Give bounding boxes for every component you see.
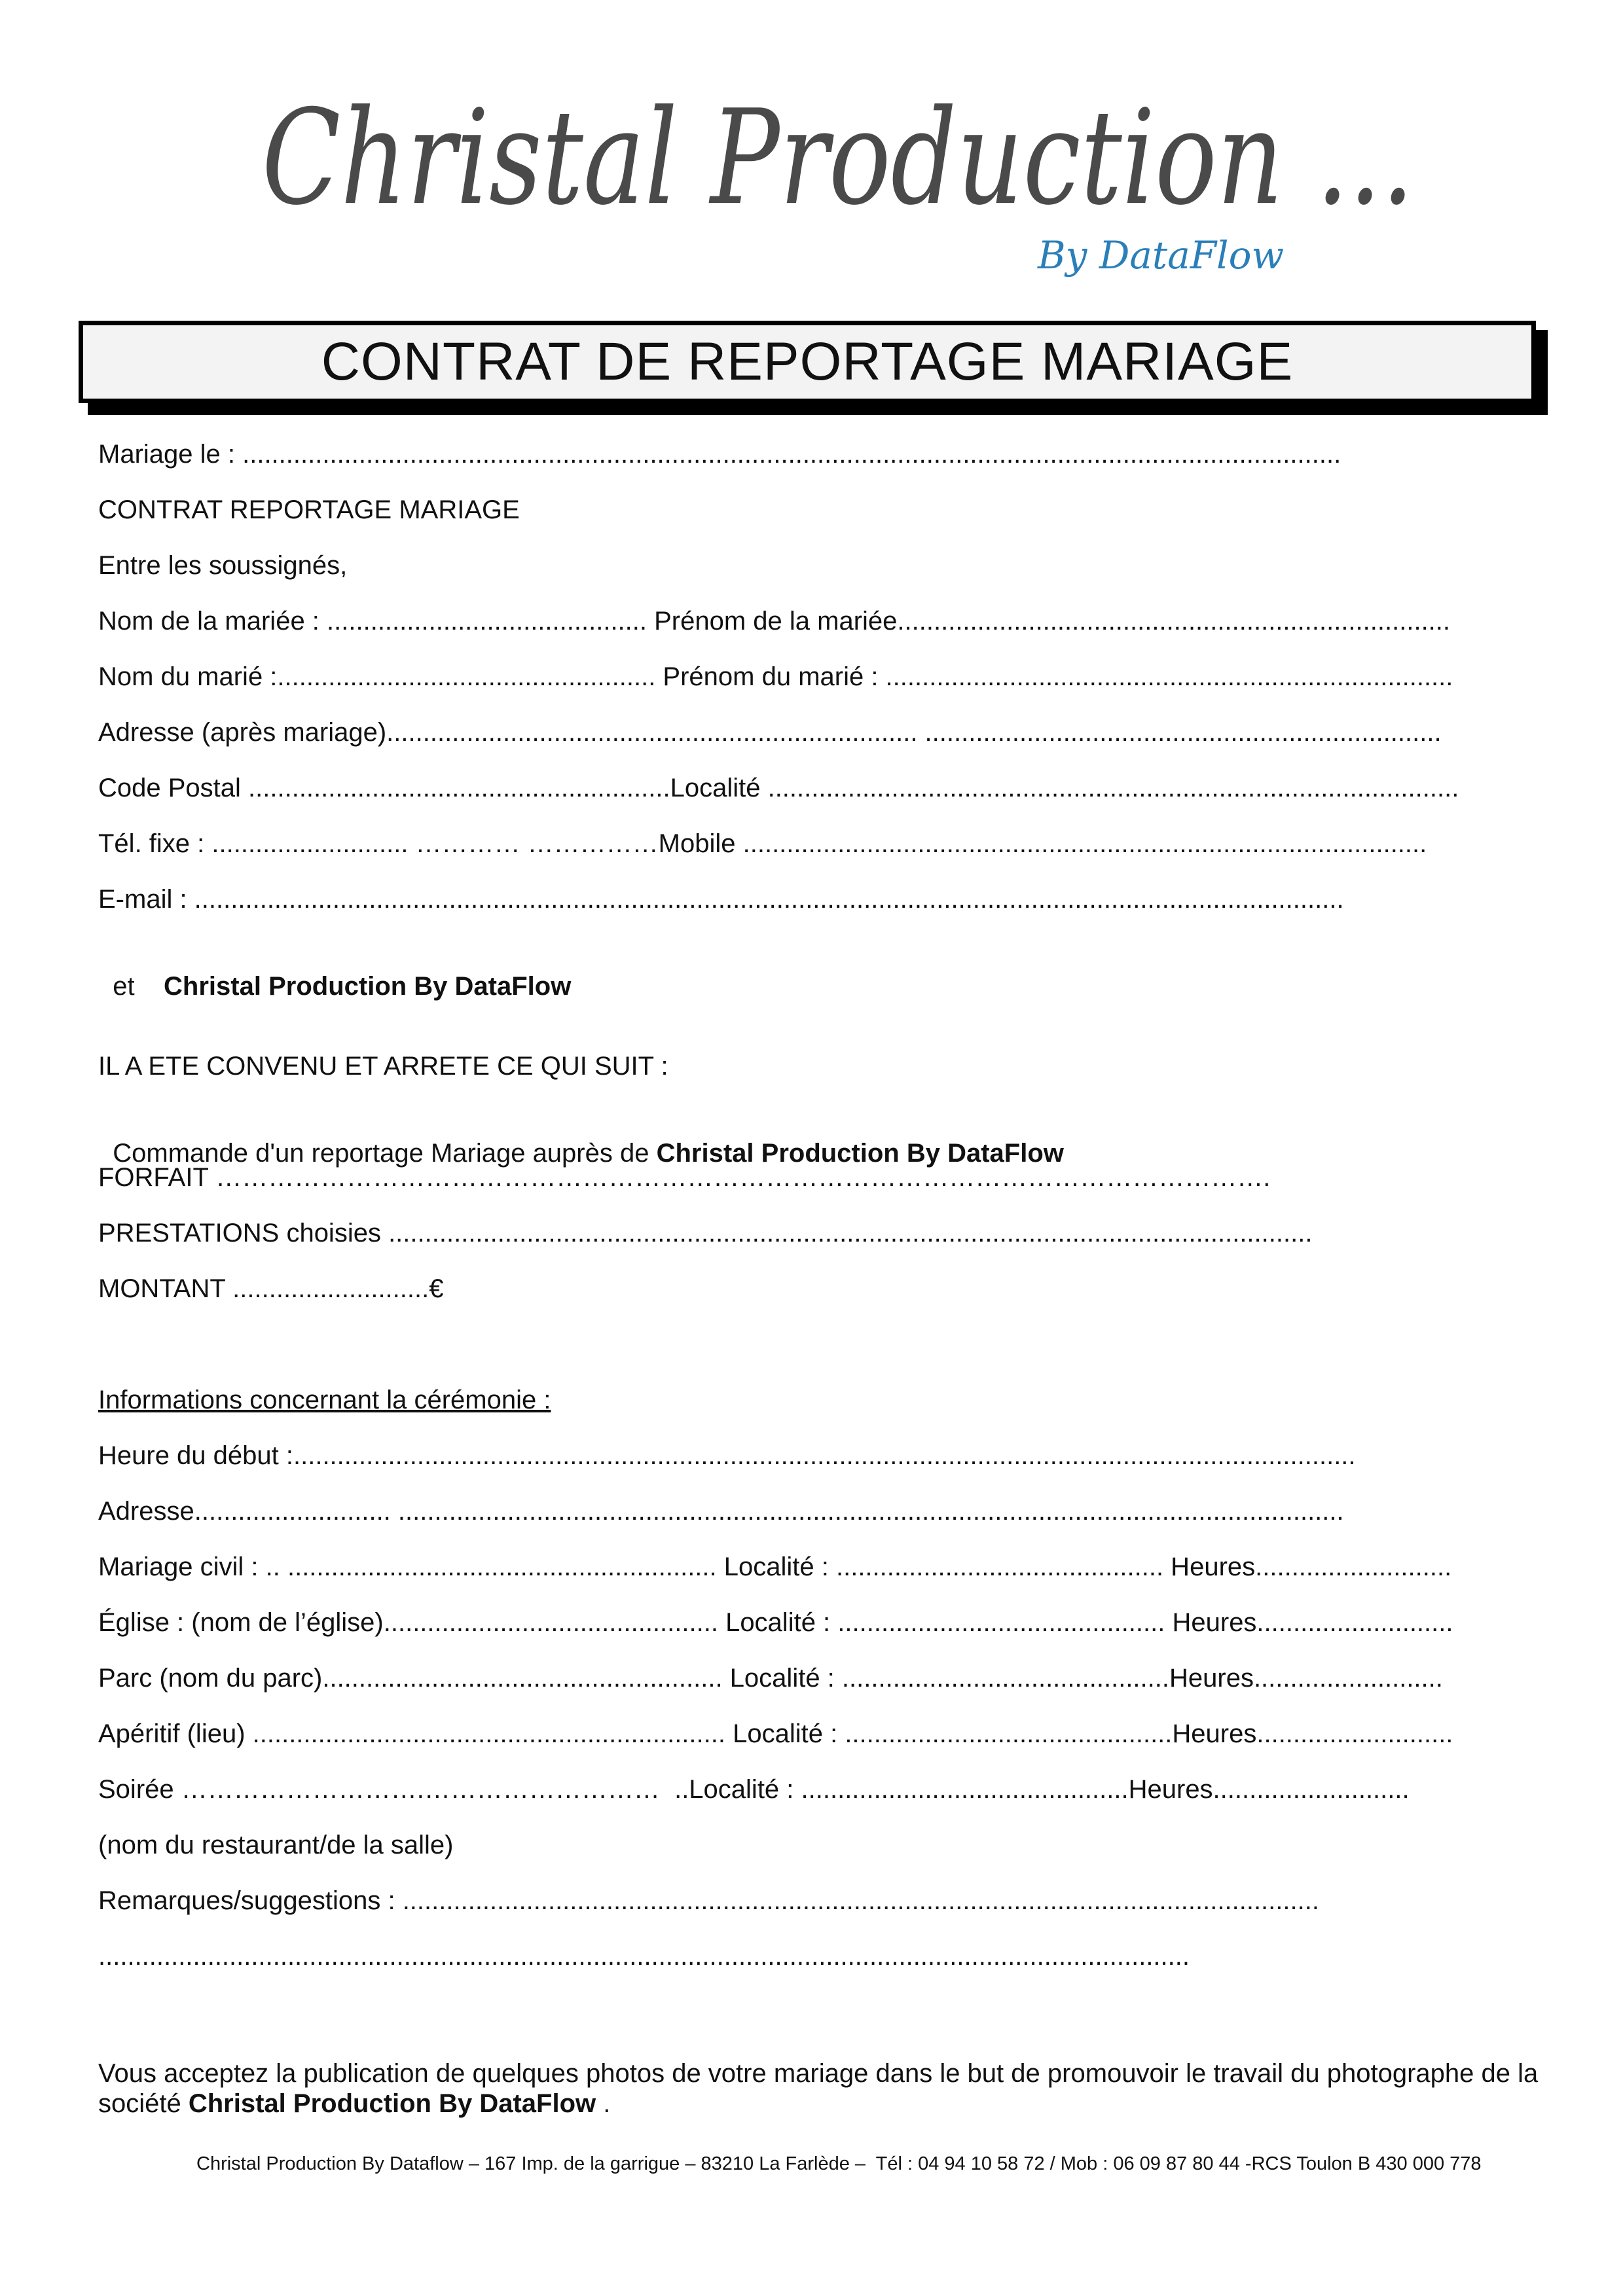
logo-sub-text: By DataFlow [1038, 233, 1285, 278]
field-remarks[interactable]: Remarques/suggestions : .............................................................................................................................. [98, 1886, 1319, 1915]
field-postal-code[interactable]: Code Postal ..........................................................Localité ............................................................................................... [98, 774, 1459, 802]
order-company-name: Christal Production By DataFlow [656, 1139, 1064, 1168]
logo-main-text: Christal Production ... [262, 82, 1414, 234]
and-label: et [113, 972, 135, 1001]
field-phone[interactable]: Tél. fixe : ........................... ………… ……………Mobile .............................................................................................. [98, 829, 1427, 858]
field-start-time[interactable]: Heure du début :.................................................................................................................................................. [98, 1441, 1356, 1470]
field-church[interactable]: Église : (nom de l’église).............................................. Localité : ............................................. Heures........................... [98, 1608, 1453, 1637]
order-line [98, 1106, 1064, 1169]
field-aperitif[interactable]: Apéritif (lieu) ................................................................. Localité : .............................................Heures........................... [98, 1719, 1453, 1748]
page-title: CONTRAT DE REPORTAGE MARIAGE [321, 332, 1294, 391]
field-montant[interactable]: MONTANT ...........................€ [98, 1274, 444, 1303]
field-soiree[interactable]: Soirée ……………………….……………………… ..Localité : .............................................Heures........................... [98, 1775, 1410, 1804]
field-groom-name[interactable]: Nom du marié :.................................................... Prénom du marié : .............................................................................. [98, 662, 1453, 691]
party-company-name: Christal Production By DataFlow [164, 972, 572, 1001]
field-bride-name[interactable]: Nom de la mariée : ............................................ Prénom de la mariée............................................................................ [98, 607, 1451, 636]
field-mariage-le[interactable]: Mariage le : ....................................................................................................................................................... [98, 440, 1341, 469]
field-park[interactable]: Parc (nom du parc)....................................................... Localité : .............................................Heures.......................... [98, 1664, 1443, 1693]
restaurant-note: (nom du restaurant/de la salle) [98, 1831, 454, 1859]
field-remarks-line2[interactable]: ...................................................................................................................................................... [98, 1942, 1190, 1971]
consent-company-name: Christal Production By DataFlow [188, 2089, 596, 2118]
page-footer: Christal Production By Dataflow – 167 Imp. de la garrigue – 83210 La Farlède – Tél : 04 94 10 58 72 / Mob : 06 09 87 80 44 -RCS Toulon B 430 000 778 [196, 2153, 1482, 2174]
agreement-heading: IL A ETE CONVENU ET ARRETE CE QUI SUIT : [98, 1052, 668, 1081]
field-address[interactable]: Adresse (après mariage)......................................................................... ....................................................................... [98, 718, 1442, 747]
contract-subtitle: CONTRAT REPORTAGE MARIAGE [98, 495, 520, 524]
between-label: Entre les soussignés, [98, 551, 348, 580]
field-prestations[interactable]: PRESTATIONS choisies ............................................................................................................................... [98, 1219, 1313, 1247]
company-logo [249, 52, 1427, 288]
field-ceremony-address[interactable]: Adresse........................... .................................................................................................................................. [98, 1497, 1344, 1526]
field-civil-wedding[interactable]: Mariage civil : .. ........................................................... Localité : ............................................. Heures........................... [98, 1552, 1452, 1581]
ceremony-heading: Informations concernant la cérémonie : [98, 1386, 551, 1414]
publication-consent [98, 2058, 1539, 2119]
consent-text: Vous acceptez la publication de quelques photos de votre mariage dans le but de promouvoir le travail du photographe de la société [98, 2059, 1539, 2118]
field-email[interactable]: E-mail : .............................................................................................................................................................. [98, 885, 1344, 914]
title-box [79, 321, 1536, 403]
consent-suffix: . [596, 2089, 611, 2118]
party-company-line [98, 939, 571, 1002]
title-banner [79, 321, 1539, 406]
order-prefix: Commande d'un reportage Mariage auprès de [113, 1139, 657, 1168]
field-forfait[interactable]: FORFAIT …………………………………………………………………………………………………………. [98, 1163, 1271, 1192]
